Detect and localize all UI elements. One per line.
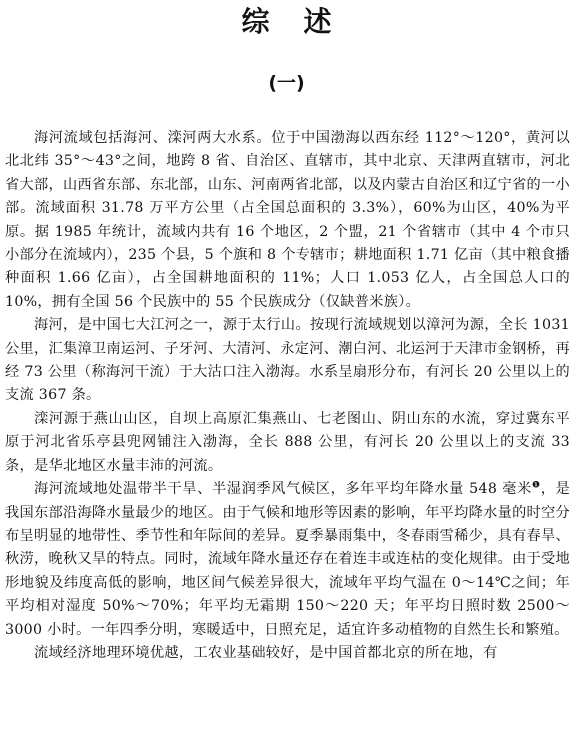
page-title: 综述 xyxy=(241,5,366,38)
climate-text-start: 海河流域地处温带半干旱、半湿润季风气候区，多年平均年降水量 548 毫米 xyxy=(34,481,532,498)
body-text xyxy=(5,127,570,665)
footnote-marker[interactable]: ❶ xyxy=(531,480,541,491)
paragraph-economy: 流域经济地理环境优越，工农业基础较好，是中国首都北京的所在地，有 xyxy=(34,644,498,661)
paragraph-basin-overview: 海河流域包括海河、滦河两大水系。位于中国渤海以西东经 112°～120°，黄河以北北纬 35°～43°之间，地跨 8 省、自治区、直辖市，其中北京、天津两直辖市，河北省大部，山西省东部、东北部，山东、河南两省北部，以及内蒙古自治区和辽宁省的一小部。流域面积 31.78 万平方公里（占全国总面积的 3.3%），60%为山区，40%为平原。据 1985 年统计，流域内共有 16 个地区，2 个盟，21 个省辖市（其中 4 个市只小部分在流域内），235 个县，5 个旗和 8 个专辖市；耕地面积 1.71 亿亩（其中粮食播种面积 1.66 亿亩），占全国耕地面积的 11%；人口 1.053 亿人，占全国总人口的 10%，拥有全国 56 个民族中的 55 个民族成分（仅缺普米族）。 xyxy=(5,130,571,310)
paragraph-climate xyxy=(5,478,570,642)
climate-text-rest: ，是我国东部沿海降水量最少的地区。由于气候和地形等因素的影响，年平均降水量的时空分布呈明显的地带性、季节性和年际间的差异。夏季暴雨集中，冬春雨雪稀少，具有春旱、秋涝，晚秋又旱的特点。同时，流域年降水量还存在着连丰或连枯的变化规律。由于受地形地貌及纬度高低的影响，地区间气候差异很大，流域年平均气温在 0～14℃之间；年平均相对湿度 50%～70%；年平均无霜期 150～220 天；年平均日照时数 2500～3000 小时。一年四季分明，寒暖适中，日照充足，适宜许多动植物的自然生长和繁殖。 xyxy=(5,481,571,638)
paragraph-luanhe-river: 滦河源于燕山山区，自坝上高原汇集燕山、七老图山、阴山东的水流，穿过冀东平原于河北省乐亭县兜网铺注入渤海，全长 888 公里，有河长 20 公里以上的支流 33 条，是华北地区水量丰沛的河流。 xyxy=(5,410,570,474)
section-heading: (一) xyxy=(268,72,305,94)
paragraph-haihe-river: 海河，是中国七大江河之一，源于太行山。按现行流域规划以漳河为源，全长 1031 公里，汇集漳卫南运河、子牙河、大清河、永定河、潮白河、北运河于天津市金钢桥，再经 73 公里（称海河干流）于大沽口注入渤海。水系呈扇形分布，有河长 20 公里以上的支流 367 条。 xyxy=(5,317,571,404)
